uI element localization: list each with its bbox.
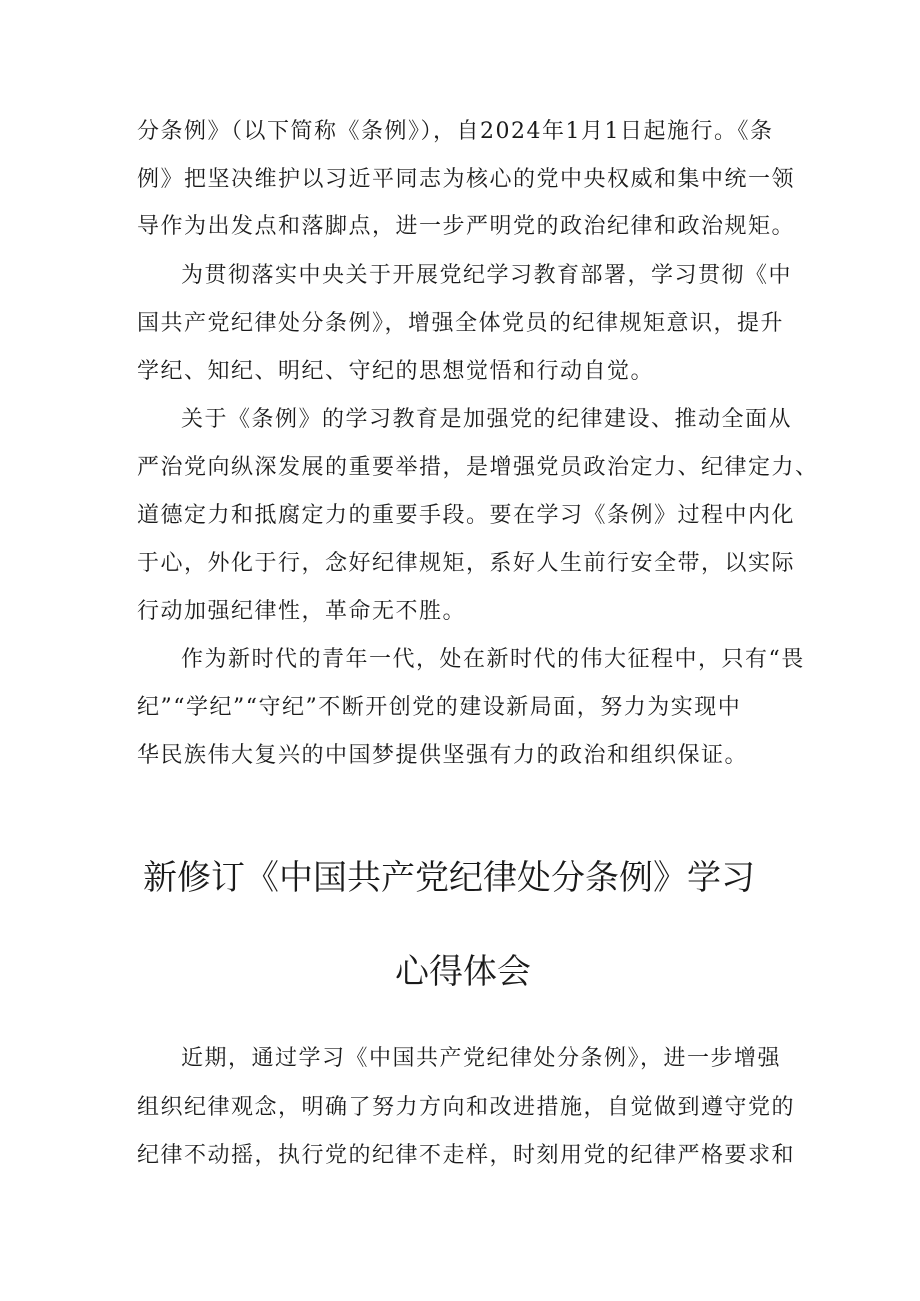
text-line: 国共产党纪律处分条例》，增强全体党员的纪律规矩意识，提升 [137,311,785,336]
text-line: 道德定力和抵腐定力的重要手段。要在学习《条例》过程中内化 [137,503,796,528]
text-line: 学纪、知纪、明纪、守纪的思想觉悟和行动自觉。 [137,359,655,384]
text-line: 关于《条例》的学习教育是加强党的纪律建设、推动全面从 [181,407,793,432]
text-line: 分条例》（以下简称《条例》），自2024年1月1日起施行。《条 [137,119,774,144]
text-line: 纪律不动摇，执行党的纪律不走样，时刻用党的纪律严格要求和 [137,1143,796,1168]
document-title-continued: 心得体会 [395,952,531,992]
document-title: 新修订《中国共产党纪律处分条例》学习 [143,858,755,898]
text-line: 导作为出发点和落脚点，进一步严明党的政治纪律和政治规矩。 [137,214,796,239]
text-line: 例》把坚决维护以习近平同志为核心的党中央权威和集中统一领 [137,167,796,192]
text-line: 华民族伟大复兴的中国梦提供坚强有力的政治和组织保证。 [137,743,749,768]
text-line: 为贯彻落实中央关于开展党纪学习教育部署，学习贯彻《中 [181,263,793,288]
text-line: 组织纪律观念，明确了努力方向和改进措施，自觉做到遵守党的 [137,1095,796,1120]
text-line: 严治党向纵深发展的重要举措，是增强党员政治定力、纪律定力、 [137,455,819,480]
text-line: 于心，外化于行，念好纪律规矩，系好人生前行安全带，以实际 [137,551,796,576]
text-line: 近期，通过学习《中国共产党纪律处分条例》，进一步增强 [181,1046,782,1071]
text-line: 纪”“学纪”“守纪”不断开创党的建设新局面，努力为实现中 [137,695,742,720]
text-line: 行动加强纪律性，革命无不胜。 [137,599,467,624]
text-line: 作为新时代的青年一代，处在新时代的伟大征程中，只有“畏 [181,647,805,672]
